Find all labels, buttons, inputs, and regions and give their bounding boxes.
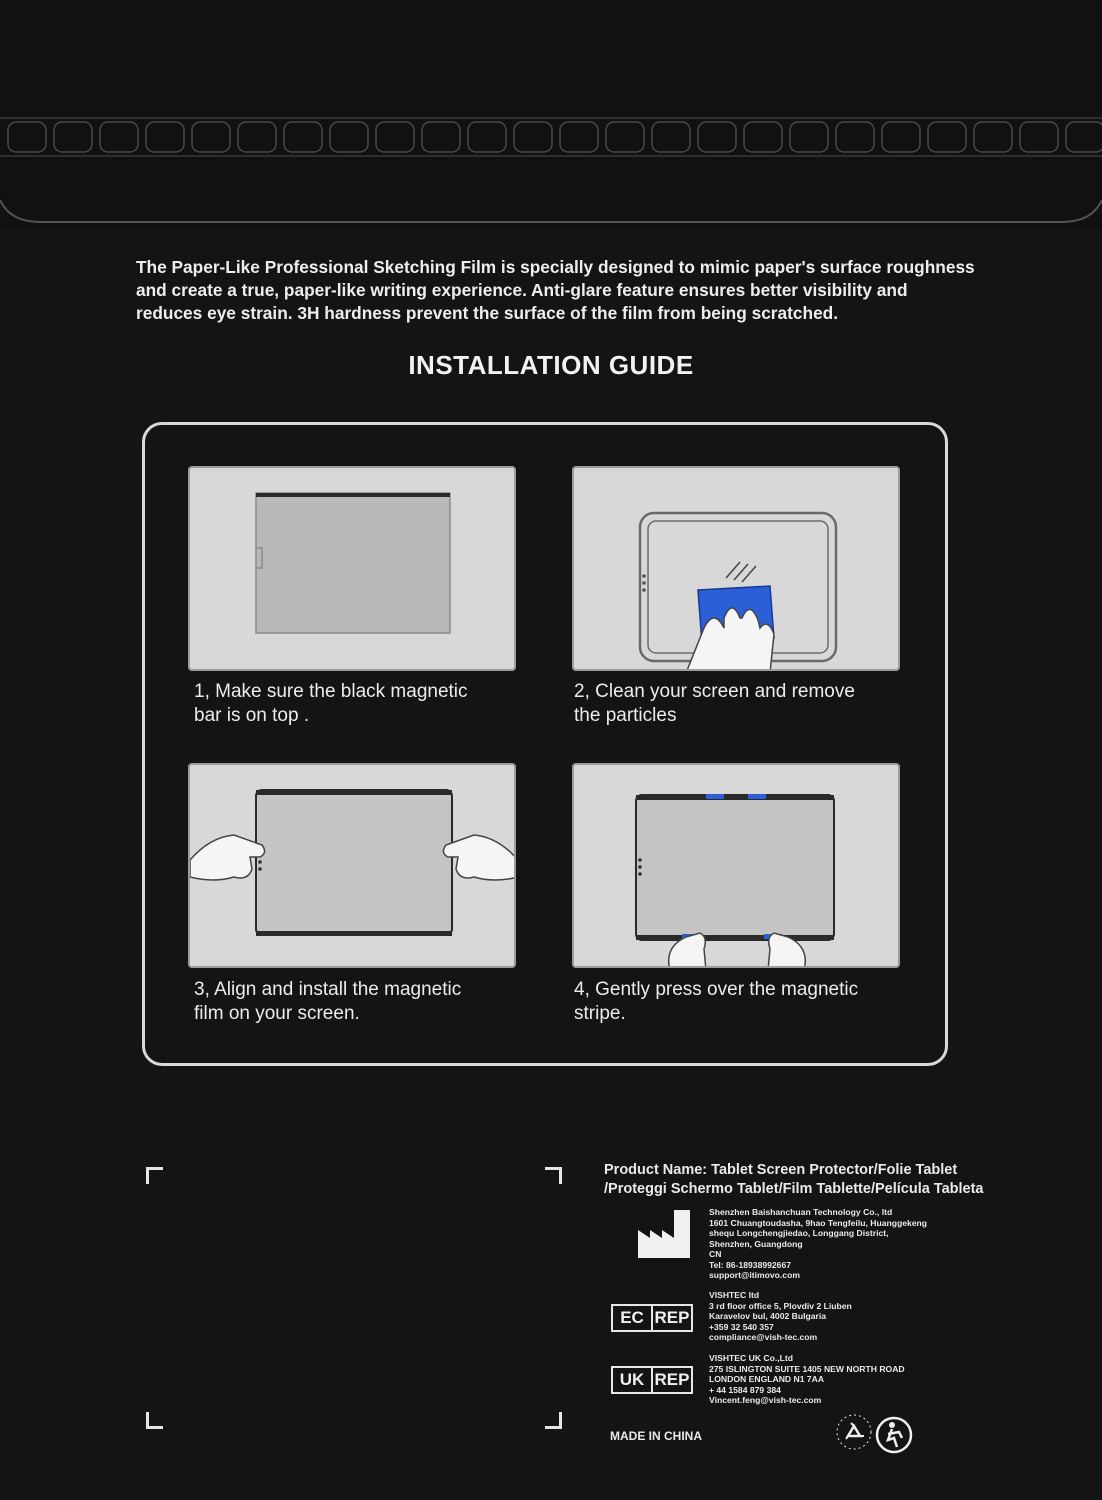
caption-line: film on your screen. [194,1003,360,1024]
ec-rep-right: REP [654,1308,690,1327]
product-name-line: Product Name: Tablet Screen Protector/Folie Tablet [604,1162,958,1178]
product-name-line: /Proteggi Schermo Tablet/Film Tablette/Película Tableta [604,1181,984,1197]
address-line: Karavelov bul, 4002 Bulgaria [709,1311,827,1321]
address-line: +359 32 540 357 [709,1321,774,1332]
address-line: compliance@vish-tec.com [709,1332,818,1342]
step-2-caption [574,680,914,728]
caption-line: the particles [574,705,677,726]
ec-rep-symbol [611,1304,693,1332]
intro-text [136,256,986,325]
made-in-china: MADE IN CHINA [610,1429,702,1443]
uk-rep-symbol [611,1366,693,1394]
caption-line: bar is on top . [194,705,310,726]
package-flap [0,0,1102,230]
uk-rep-address [709,1353,905,1406]
address-line: CN [709,1249,722,1259]
emboss-link [284,122,322,152]
emboss-link [974,122,1012,152]
address-line: VISHTEC ltd [709,1290,760,1300]
step-3-caption [194,978,534,1026]
emboss-link [514,122,552,152]
intro-line: reduces eye strain. 3H hardness prevent the surface of the film from being scratched. [136,303,839,323]
corner-mark-bottom-right [545,1412,562,1429]
emboss-link [100,122,138,152]
emboss-link [192,122,230,152]
emboss-link [376,122,414,152]
emboss-link [422,122,460,152]
step-1-illustration [188,466,516,671]
factory-icon [636,1208,694,1265]
emboss-link [882,122,920,152]
emboss-link [8,122,46,152]
emboss-link [1020,122,1058,152]
emboss-link [468,122,506,152]
address-line: Shenzhen Baishanchuan Technology Co., ltd [709,1207,893,1217]
emboss-link [836,122,874,152]
address-line: Tel: 86-18938992667 [709,1259,792,1270]
emboss-link [54,122,92,152]
caption-line: stripe. [574,1003,626,1024]
product-name [604,1161,984,1199]
emboss-link [560,122,598,152]
ec-rep-left: EC [613,1306,653,1330]
caption-line: 1, Make sure the black magnetic [194,681,468,702]
emboss-link [652,122,690,152]
address-line: support@itimovo.com [709,1270,800,1280]
corner-mark-top-right [545,1167,562,1184]
recycle-icon [834,1412,874,1457]
address-line: + 44 1584 879 384 [709,1384,781,1395]
step-2-illustration [572,466,900,671]
address-line: 3 rd floor office 5, Plovdiv 2 Liuben [709,1300,852,1311]
uk-rep-right: REP [654,1370,690,1389]
corner-mark-top-left [146,1167,163,1184]
intro-line: The Paper-Like Professional Sketching Film is specially designed to mimic paper's surface roughness [136,257,975,277]
address-line: Vincent.feng@vish-tec.com [709,1395,822,1405]
uk-rep-left: UK [613,1368,653,1392]
step-1-caption [194,680,534,728]
step-4-illustration [572,763,900,968]
emboss-link [790,122,828,152]
emboss-link [928,122,966,152]
step-3-illustration [188,763,516,968]
flap-emboss [0,0,1102,230]
intro-line: and create a true, paper-like writing experience. Anti-glare feature ensures better visibility and [136,280,908,300]
corner-mark-bottom-left [146,1412,163,1429]
emboss-link [1066,122,1102,152]
ec-rep-address [709,1290,852,1343]
emboss-link [330,122,368,152]
tidyman-icon [875,1416,913,1459]
manufacturer-address [709,1207,927,1281]
address-line: 1601 Chuangtoudasha, 9hao Tengfeilu, Huanggekeng [709,1217,928,1228]
address-line: Shenzhen, Guangdong [709,1238,803,1249]
emboss-link [146,122,184,152]
installation-guide-title: INSTALLATION GUIDE [408,350,694,380]
emboss-link [238,122,276,152]
address-line: LONDON ENGLAND N1 7AA [709,1374,825,1384]
caption-line: 2, Clean your screen and remove [574,681,855,702]
caption-line: 3, Align and install the magnetic [194,979,462,1000]
caption-line: 4, Gently press over the magnetic [574,979,859,1000]
address-line: 275 ISLINGTON SUITE 1405 NEW NORTH ROAD [709,1363,905,1374]
emboss-link [744,122,782,152]
emboss-link [698,122,736,152]
address-line: shequ Longchengjiedao, Longgang District, [709,1228,889,1238]
emboss-link [606,122,644,152]
address-line: VISHTEC UK Co.,Ltd [709,1353,794,1363]
step-4-caption [574,978,914,1026]
